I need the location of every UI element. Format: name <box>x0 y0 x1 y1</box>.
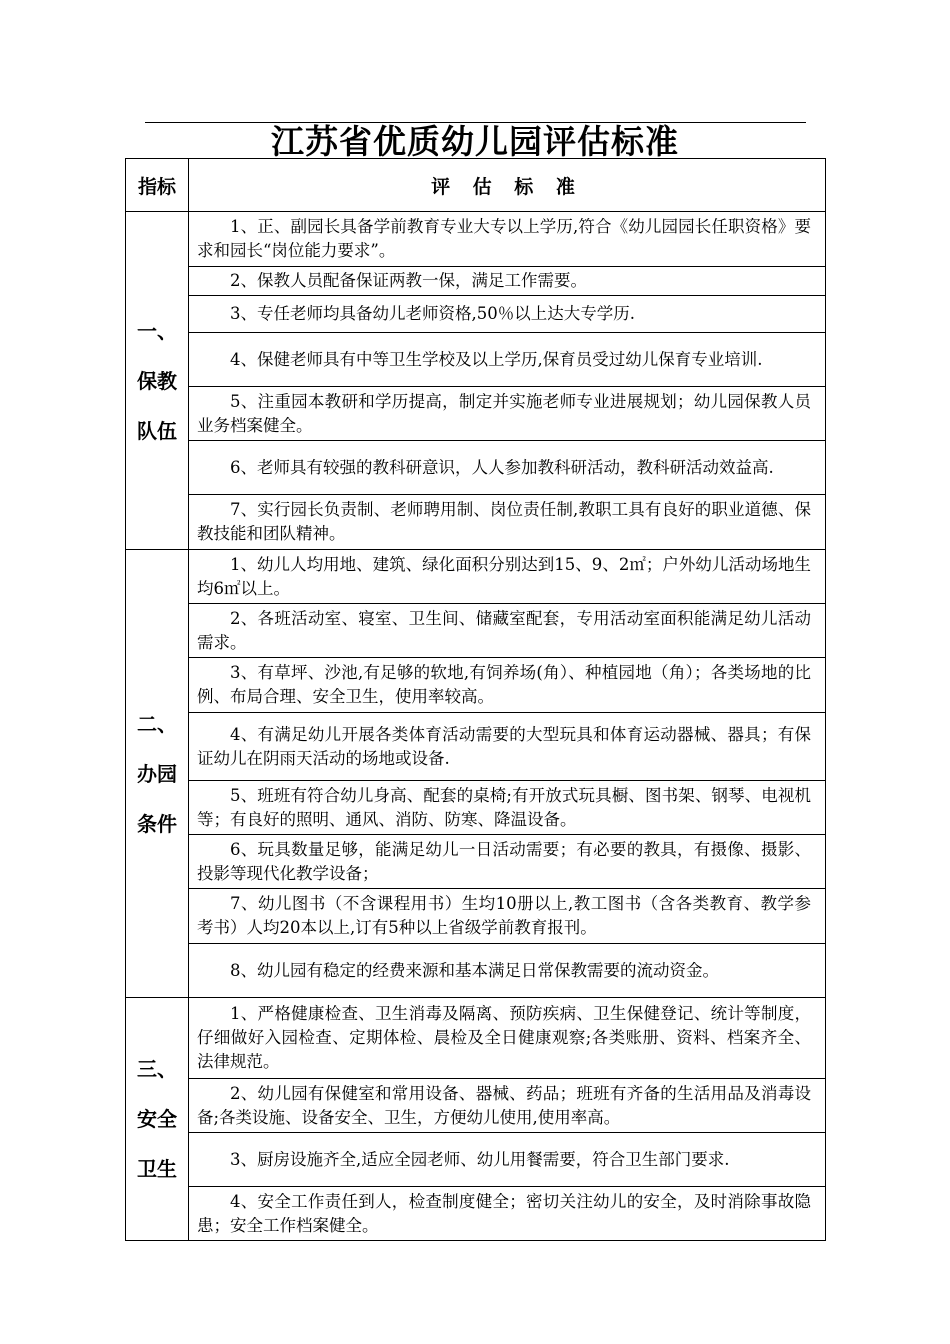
table-row <box>126 387 826 441</box>
table-row <box>126 441 826 495</box>
table-row <box>126 495 826 550</box>
criterion-text: 6、老师具有较强的教科研意识，人人参加教科研活动，教科研活动效益高. <box>189 441 826 495</box>
category-label: 二、 <box>137 711 177 736</box>
criterion-text: 5、班班有符合幼儿身高、配套的桌椅;有开放式玩具橱、图书架、钢琴、电视机等；有良好的照明、通风、消防、防寒、降温设备。 <box>189 781 826 835</box>
criterion-text: 2、幼儿园有保健室和常用设备、器械、药品；班班有齐备的生活用品及消毒设备;各类设施、设备安全、卫生，方便幼儿使用,使用率高。 <box>189 1079 826 1133</box>
table-row <box>126 604 826 658</box>
criterion-text: 2、各班活动室、寝室、卫生间、储藏室配套，专用活动室面积能满足幼儿活动需求。 <box>189 604 826 658</box>
criterion-text: 3、厨房设施齐全,适应全园老师、幼儿用餐需要，符合卫生部门要求. <box>189 1133 826 1187</box>
category-label: 安全 <box>137 1107 177 1131</box>
table-row <box>126 550 826 604</box>
criterion-text: 8、幼儿园有稳定的经费来源和基本满足日常保教需要的流动资金。 <box>189 944 826 998</box>
header-indicator: 指标 <box>126 159 189 212</box>
table-row <box>126 1079 826 1133</box>
criterion-text: 7、幼儿图书（不含课程用书）生均10册以上,教工图书（含各类教育、教学参考书）人均20本以上,订有5种以上省级学前教育报刊。 <box>189 889 826 944</box>
criterion-text: 2、保教人员配备保证两教一保，满足工作需要。 <box>189 267 826 296</box>
table-row <box>126 1133 826 1187</box>
table-row <box>126 267 826 296</box>
table-row <box>126 944 826 998</box>
criterion-text: 1、幼儿人均用地、建筑、绿化面积分别达到15、9、2㎡；户外幼儿活动场地生均6㎡以上。 <box>189 550 826 604</box>
table-row <box>126 781 826 835</box>
criterion-text: 1、正、副园长具备学前教育专业大专以上学历,符合《幼儿园园长任职资格》要求和园长“岗位能力要求”。 <box>189 212 826 267</box>
category-label: 队伍 <box>137 418 177 443</box>
criterion-text: 6、玩具数量足够，能满足幼儿一日活动需要；有必要的教具，有摄像、摄影、投影等现代化教学设备； <box>189 835 826 889</box>
table-row <box>126 333 826 387</box>
table-row <box>126 998 826 1079</box>
category-label: 办园 <box>137 761 177 786</box>
category-label: 一、 <box>137 318 177 343</box>
table-row <box>126 835 826 889</box>
criterion-text: 3、有草坪、沙池,有足够的软地,有饲养场(角）、种植园地（角）；各类场地的比例、布局合理、安全卫生，使用率较高。 <box>189 658 826 713</box>
table-header-row <box>126 159 826 212</box>
criterion-text: 4、保健老师具有中等卫生学校及以上学历,保育员受过幼儿保育专业培训. <box>189 333 826 387</box>
category-label: 卫生 <box>137 1157 177 1181</box>
criterion-text: 1、严格健康检查、卫生消毒及隔离、预防疾病、卫生保健登记、统计等制度，仔细做好入园检查、定期体检、晨检及全日健康观察;各类账册、资料、档案齐全、法律规范。 <box>189 998 826 1079</box>
criterion-text: 5、注重园本教研和学历提高，制定并实施老师专业进展规划；幼儿园保教人员业务档案健全。 <box>189 387 826 441</box>
category-label: 保教 <box>137 368 177 393</box>
table-row <box>126 713 826 781</box>
criterion-text: 3、专任老师均具备幼儿老师资格,50％以上达大专学历. <box>189 296 826 333</box>
header-criteria: 评 估 标 准 <box>189 159 826 212</box>
criterion-text: 7、实行园长负责制、老师聘用制、岗位责任制,教职工具有良好的职业道德、保教技能和团队精神。 <box>189 495 826 550</box>
category-label: 条件 <box>137 811 177 836</box>
category-cell <box>126 998 189 1241</box>
standards-table <box>125 158 826 1241</box>
table-row <box>126 296 826 333</box>
category-cell <box>126 212 189 550</box>
criterion-text: 4、安全工作责任到人，检查制度健全；密切关注幼儿的安全，及时消除事故隐患；安全工作档案健全。 <box>189 1187 826 1241</box>
category-cell <box>126 550 189 998</box>
table-row <box>126 212 826 267</box>
table-row <box>126 889 826 944</box>
criterion-text: 4、有满足幼儿开展各类体育活动需要的大型玩具和体育运动器械、器具；有保证幼儿在阴雨天活动的场地或设备. <box>189 713 826 781</box>
category-label: 三、 <box>137 1057 177 1081</box>
table-row <box>126 658 826 713</box>
document-title: 江苏省优质幼儿园评估标准 <box>271 122 679 161</box>
table-row <box>126 1187 826 1241</box>
